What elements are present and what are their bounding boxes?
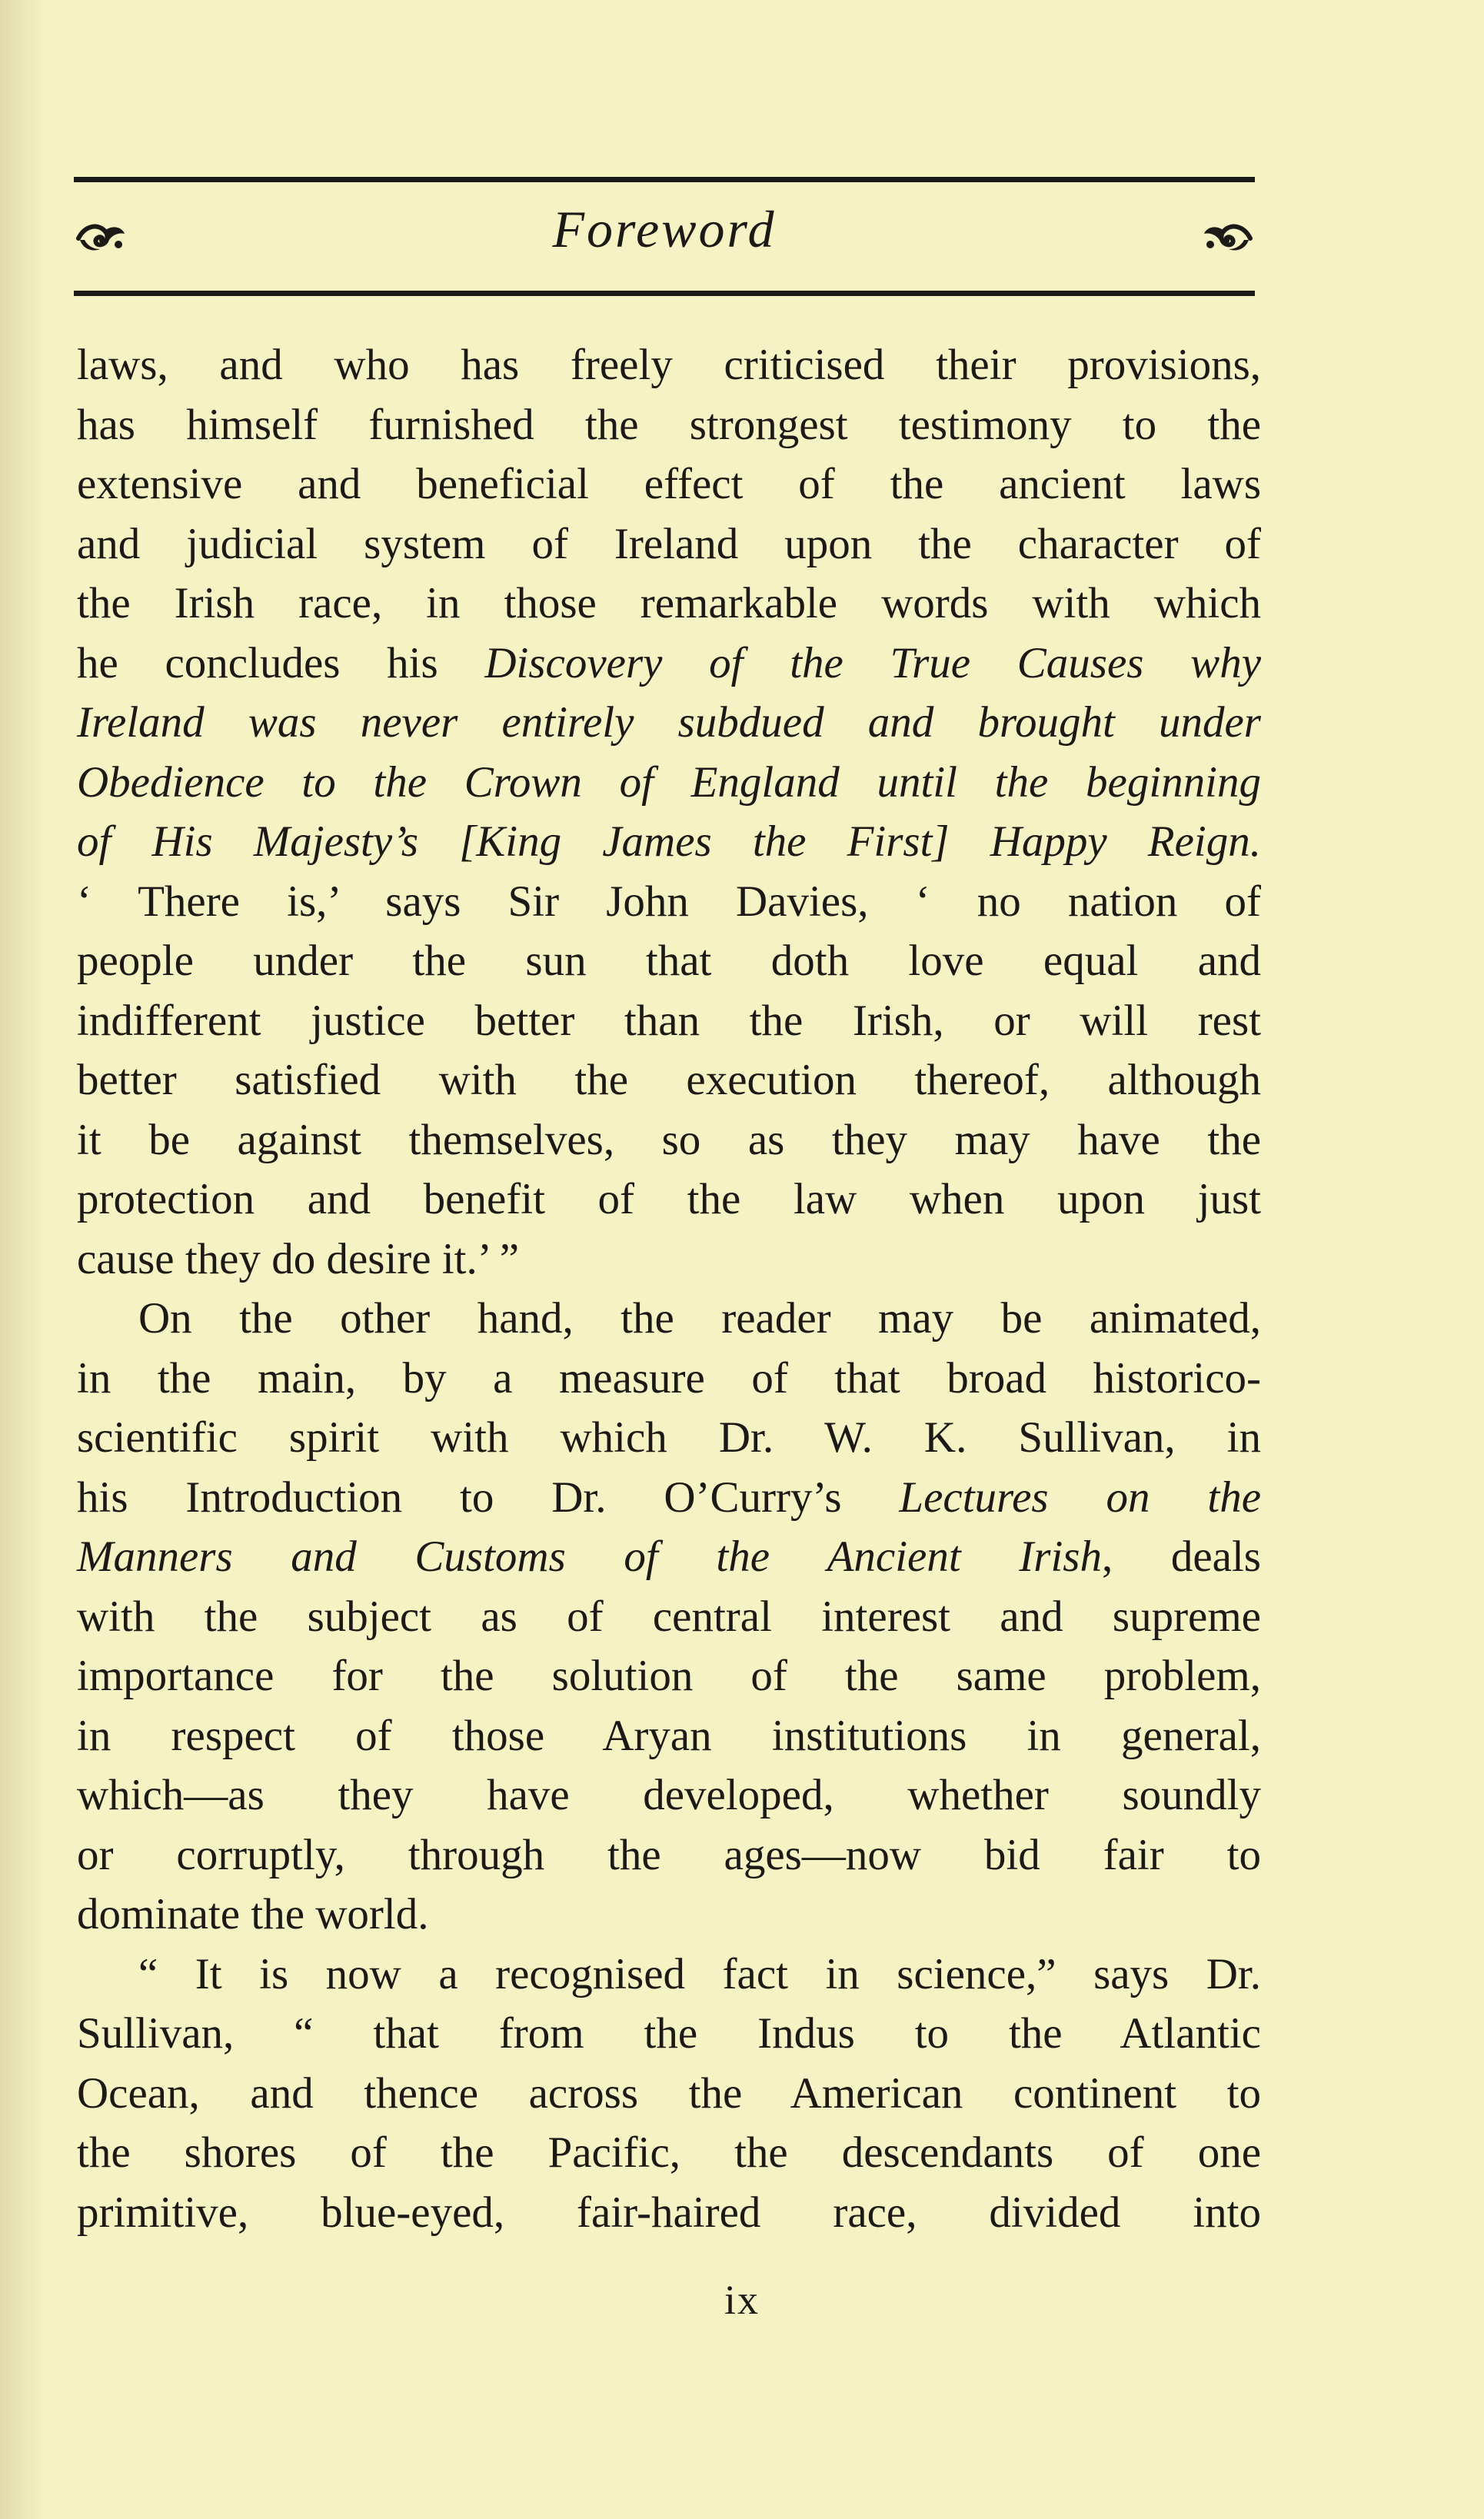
fleuron-right-icon [1200, 215, 1255, 257]
body-text [77, 335, 1261, 2242]
running-head-title: Foreword [552, 200, 777, 258]
text-line: and judicial system of Ireland upon the character of [77, 519, 1261, 568]
text-run: , deals [1102, 1532, 1261, 1581]
text-line: ‘ There is,’ says Sir John Davies, ‘ no nation of [77, 877, 1261, 926]
text-line: Sullivan, “ that from the Indus to the Atlantic [77, 2009, 1261, 2058]
text-line: or corruptly, through the ages—now bid fair to [77, 1830, 1261, 1879]
text-line: “ It is now a recognised fact in science,” says Dr. [138, 1949, 1261, 1998]
text-line: indifferent justice better than the Irish, or will rest [77, 996, 1261, 1045]
text-line: better satisfied with the execution thereof, although [77, 1056, 1261, 1104]
text-line: has himself furnished the strongest testimony to the [77, 400, 1261, 449]
text-line: protection and benefit of the law when upon just [77, 1175, 1261, 1223]
header-bottom-rule [74, 291, 1255, 296]
text-line: which—as they have developed, whether soundly [77, 1771, 1261, 1819]
book-title-italic: Obedience to the Crown of England until the beginning [77, 757, 1261, 807]
text-line [77, 812, 1261, 872]
text-line: the Irish race, in those remarkable words with which [77, 579, 1261, 627]
text-line [77, 1468, 1261, 1528]
text-line [77, 753, 1261, 813]
text-line: extensive and beneficial effect of the ancient laws [77, 460, 1261, 508]
text-line [77, 634, 1261, 694]
page-header [74, 168, 1255, 306]
text-line: importance for the solution of the same problem, [77, 1652, 1261, 1700]
text-line: people under the sun that doth love equal and [77, 937, 1261, 985]
book-title-italic: of His Majesty’s [King James the First] Happy Reign. [77, 817, 1261, 866]
text-line: cause they do desire it.’ ” [77, 1234, 520, 1283]
book-title-italic: Manners and Customs of the Ancient Irish [77, 1532, 1102, 1581]
text-line: dominate the world. [77, 1890, 429, 1938]
text-line: with the subject as of central interest and supreme [77, 1592, 1261, 1641]
header-top-rule [74, 177, 1255, 182]
page-edge-shadow [0, 0, 46, 2519]
book-title-italic: Ireland was never entirely subdued and brought under [77, 698, 1261, 747]
text-line: Ocean, and thence across the American continent to [77, 2068, 1261, 2118]
text-line: laws, and who has freely criticised their provisions, [77, 341, 1261, 389]
text-line: scientific spirit with which Dr. W. K. Sullivan, in [77, 1413, 1261, 1462]
text-run: his Introduction to Dr. O’Curry’s [77, 1472, 900, 1522]
text-line: in the main, by a measure of that broad historico- [77, 1353, 1261, 1403]
text-line: it be against themselves, so as they may have the [77, 1115, 1261, 1164]
book-title-italic: Lectures on the [899, 1472, 1261, 1522]
text-line: in respect of those Aryan institutions in general, [77, 1711, 1261, 1760]
text-line [77, 693, 1261, 753]
text-line [77, 1527, 1261, 1587]
text-line: primitive, blue-eyed, fair-haired race, divided into [77, 2188, 1261, 2237]
text-line: the shores of the Pacific, the descendants of one [77, 2128, 1261, 2177]
text-line: On the other hand, the reader may be animated, [138, 1294, 1261, 1343]
text-run: he concludes his [77, 638, 485, 687]
book-title-italic: Discovery of the True Causes why [484, 638, 1262, 687]
page-number: ix [724, 2277, 760, 2323]
